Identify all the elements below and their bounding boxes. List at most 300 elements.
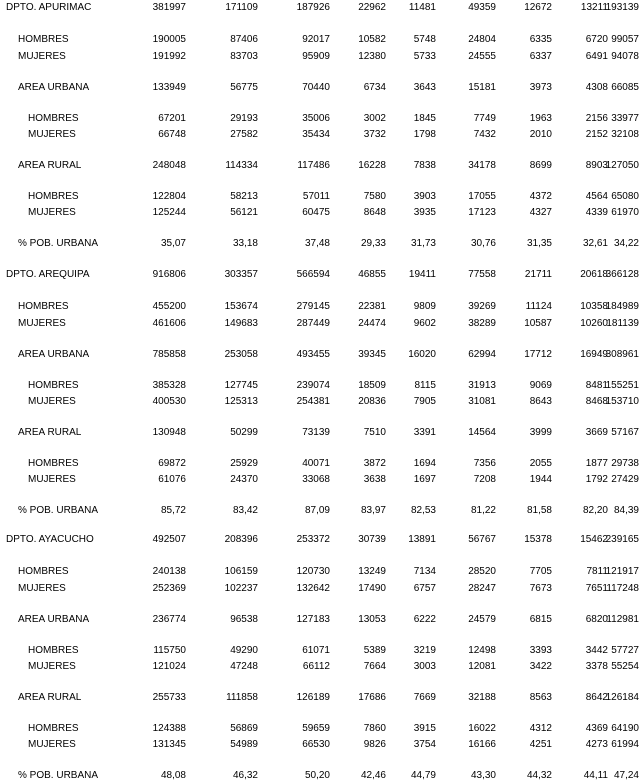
- rural-mujeres-row: [0, 474, 639, 488]
- table-cell: 381997: [152, 2, 186, 13]
- table-cell: 46855: [358, 269, 386, 280]
- table-cell: 155251: [605, 380, 639, 391]
- table-cell: 48,08: [160, 770, 186, 781]
- table-cell: 34,22: [613, 238, 639, 249]
- table-cell: 12672: [524, 2, 552, 13]
- table-cell: 5389: [363, 645, 386, 656]
- table-cell: 25929: [230, 458, 258, 469]
- table-cell: 32108: [611, 129, 639, 140]
- table-cell: 916806: [152, 269, 186, 280]
- table-cell: 44,32: [526, 770, 552, 781]
- table-cell: 16166: [468, 739, 496, 750]
- urbana-row: [0, 614, 639, 628]
- table-cell: 64190: [611, 723, 639, 734]
- table-cell: 7651: [585, 583, 608, 594]
- table-cell: 9069: [529, 380, 552, 391]
- table-cell: 153674: [224, 301, 258, 312]
- table-cell: 29193: [230, 113, 258, 124]
- table-cell: 13211: [580, 2, 608, 13]
- table-cell: 43,30: [470, 770, 496, 781]
- table-cell: 9826: [363, 739, 386, 750]
- table-cell: 39345: [358, 349, 386, 360]
- table-cell: 33,18: [232, 238, 258, 249]
- table-cell: 27582: [230, 129, 258, 140]
- table-cell: 5748: [413, 34, 436, 45]
- table-cell: 30739: [358, 534, 386, 545]
- row-label: HOMBRES: [28, 458, 79, 469]
- table-cell: 84,39: [613, 505, 639, 516]
- rural-row: [0, 160, 639, 174]
- table-cell: 61970: [611, 207, 639, 218]
- table-cell: 6337: [529, 51, 552, 62]
- table-cell: 19411: [408, 269, 436, 280]
- table-cell: 29,33: [360, 238, 386, 249]
- table-cell: 10260: [580, 318, 608, 329]
- table-cell: 122804: [152, 191, 186, 202]
- row-label: MUJERES: [28, 661, 76, 672]
- table-cell: 73139: [302, 427, 330, 438]
- table-cell: 3903: [413, 191, 436, 202]
- table-cell: 60475: [302, 207, 330, 218]
- table-cell: 7838: [413, 160, 436, 171]
- table-cell: 99057: [611, 34, 639, 45]
- table-cell: 2010: [529, 129, 552, 140]
- table-cell: 7510: [363, 427, 386, 438]
- table-cell: 3422: [529, 661, 552, 672]
- table-cell: 92017: [302, 34, 330, 45]
- table-cell: 17490: [358, 583, 386, 594]
- table-cell: 31,35: [526, 238, 552, 249]
- table-cell: 191992: [152, 51, 186, 62]
- table-cell: 102237: [224, 583, 258, 594]
- table-cell: 4372: [529, 191, 552, 202]
- table-cell: 254381: [296, 396, 330, 407]
- table-cell: 8642: [585, 692, 608, 703]
- table-cell: 455200: [152, 301, 186, 312]
- table-cell: 3002: [363, 113, 386, 124]
- table-cell: 29738: [611, 458, 639, 469]
- table-cell: 22962: [358, 2, 386, 13]
- table-cell: 117248: [606, 583, 639, 594]
- pct-row: [0, 505, 639, 519]
- table-cell: 34178: [468, 160, 496, 171]
- table-cell: 16020: [408, 349, 436, 360]
- table-cell: 47,24: [613, 770, 639, 781]
- table-cell: 30,76: [470, 238, 496, 249]
- table-cell: 239074: [296, 380, 330, 391]
- row-label: MUJERES: [18, 51, 66, 62]
- table-cell: 3669: [585, 427, 608, 438]
- table-cell: 126184: [605, 692, 639, 703]
- table-cell: 239165: [605, 534, 639, 545]
- table-cell: 7432: [473, 129, 496, 140]
- table-cell: 47248: [230, 661, 258, 672]
- table-cell: 33977: [611, 113, 639, 124]
- table-cell: 8903: [585, 160, 608, 171]
- table-cell: 255733: [152, 692, 186, 703]
- row-label: % POB. URBANA: [18, 505, 99, 516]
- table-cell: 10358: [580, 301, 608, 312]
- table-cell: 16228: [358, 160, 386, 171]
- urbana-hombres-row: [0, 645, 639, 659]
- table-cell: 83,42: [232, 505, 258, 516]
- table-cell: 3643: [413, 82, 436, 93]
- hombres-row: [0, 301, 639, 315]
- table-cell: 31081: [468, 396, 496, 407]
- table-cell: 3638: [363, 474, 386, 485]
- table-cell: 46,32: [232, 770, 258, 781]
- table-cell: 7669: [413, 692, 436, 703]
- table-cell: 385328: [152, 380, 186, 391]
- table-cell: 6734: [363, 82, 386, 93]
- table-cell: 4327: [529, 207, 552, 218]
- table-cell: 24804: [468, 34, 496, 45]
- table-cell: 184989: [605, 301, 639, 312]
- mujeres-row: [0, 583, 639, 597]
- table-cell: 8699: [529, 160, 552, 171]
- table-cell: 3754: [413, 739, 436, 750]
- row-label: HOMBRES: [18, 301, 69, 312]
- table-cell: 7356: [473, 458, 496, 469]
- table-cell: 12498: [468, 645, 496, 656]
- urbana-row: [0, 82, 639, 96]
- table-cell: 7580: [363, 191, 386, 202]
- urbana-mujeres-row: [0, 129, 639, 143]
- table-cell: 112981: [606, 614, 639, 625]
- table-cell: 126189: [296, 692, 330, 703]
- table-cell: 566594: [296, 269, 330, 280]
- table-cell: 133949: [152, 82, 186, 93]
- table-cell: 39269: [468, 301, 496, 312]
- table-cell: 190005: [152, 34, 186, 45]
- table-cell: 130948: [152, 427, 186, 438]
- table-cell: 3219: [413, 645, 436, 656]
- row-label: MUJERES: [18, 583, 66, 594]
- table-cell: 56869: [230, 723, 258, 734]
- table-cell: 44,11: [583, 770, 608, 781]
- table-cell: 57167: [611, 427, 639, 438]
- row-label: MUJERES: [28, 207, 76, 218]
- table-cell: 87,09: [304, 505, 330, 516]
- table-cell: 7664: [363, 661, 386, 672]
- rural-mujeres-row: [0, 207, 639, 221]
- table-cell: 17712: [524, 349, 552, 360]
- table-cell: 1697: [413, 474, 436, 485]
- table-cell: 236774: [152, 614, 186, 625]
- table-cell: 114334: [225, 160, 258, 171]
- table-cell: 50299: [230, 427, 258, 438]
- table-cell: 11481: [408, 2, 436, 13]
- table-cell: 55254: [611, 661, 639, 672]
- table-cell: 94078: [611, 51, 639, 62]
- department-total-row: [0, 2, 639, 16]
- table-cell: 3391: [413, 427, 436, 438]
- table-cell: 2156: [585, 113, 608, 124]
- table-cell: 3935: [413, 207, 436, 218]
- table-cell: 35006: [302, 113, 330, 124]
- row-label: HOMBRES: [18, 566, 69, 577]
- table-cell: 82,53: [410, 505, 436, 516]
- table-cell: 106159: [224, 566, 258, 577]
- table-cell: 35434: [302, 129, 330, 140]
- table-cell: 4308: [585, 82, 608, 93]
- table-cell: 308961: [605, 349, 639, 360]
- table-cell: 15378: [524, 534, 552, 545]
- table-cell: 28520: [468, 566, 496, 577]
- urbana-hombres-row: [0, 113, 639, 127]
- table-cell: 66112: [302, 661, 330, 672]
- table-cell: 2152: [585, 129, 608, 140]
- table-cell: 8481: [585, 380, 608, 391]
- table-cell: 125313: [224, 396, 258, 407]
- table-cell: 66085: [611, 82, 639, 93]
- table-cell: 366128: [605, 269, 639, 280]
- table-cell: 13053: [358, 614, 386, 625]
- table-cell: 208396: [224, 534, 258, 545]
- table-cell: 66530: [302, 739, 330, 750]
- department-total-row: [0, 534, 639, 548]
- table-cell: 240138: [152, 566, 186, 577]
- row-label: AREA RURAL: [18, 160, 82, 171]
- table-cell: 111858: [226, 692, 258, 703]
- table-cell: 13249: [358, 566, 386, 577]
- table-cell: 9809: [413, 301, 436, 312]
- table-cell: 1792: [585, 474, 608, 485]
- table-cell: 42,46: [360, 770, 386, 781]
- table-cell: 131345: [152, 739, 186, 750]
- rural-hombres-row: [0, 191, 639, 205]
- table-cell: 2055: [529, 458, 552, 469]
- table-cell: 32188: [468, 692, 496, 703]
- table-cell: 4251: [529, 739, 552, 750]
- table-cell: 461606: [152, 318, 186, 329]
- table-cell: 1877: [585, 458, 608, 469]
- rural-hombres-row: [0, 723, 639, 737]
- table-cell: 10582: [358, 34, 386, 45]
- table-cell: 70440: [302, 82, 330, 93]
- rural-row: [0, 692, 639, 706]
- table-cell: 56775: [230, 82, 258, 93]
- table-cell: 61071: [302, 645, 330, 656]
- table-cell: 1944: [529, 474, 552, 485]
- table-cell: 7860: [363, 723, 386, 734]
- row-label: % POB. URBANA: [18, 238, 99, 249]
- table-cell: 67201: [158, 113, 186, 124]
- urbana-mujeres-row: [0, 661, 639, 675]
- table-cell: 85,72: [160, 505, 186, 516]
- table-cell: 21711: [524, 269, 552, 280]
- table-cell: 15462: [580, 534, 608, 545]
- urbana-row: [0, 349, 639, 363]
- department-name: DPTO. APURIMAC: [6, 2, 92, 13]
- table-cell: 66748: [158, 129, 186, 140]
- table-cell: 3915: [413, 723, 436, 734]
- table-cell: 3872: [363, 458, 386, 469]
- table-cell: 193139: [605, 2, 639, 13]
- rural-mujeres-row: [0, 739, 639, 753]
- table-cell: 149683: [224, 318, 258, 329]
- table-cell: 3973: [529, 82, 552, 93]
- table-cell: 127183: [296, 614, 330, 625]
- row-label: AREA RURAL: [18, 427, 82, 438]
- table-cell: 35,07: [160, 238, 186, 249]
- row-label: MUJERES: [28, 129, 76, 140]
- hombres-row: [0, 34, 639, 48]
- table-cell: 8563: [529, 692, 552, 703]
- table-cell: 120730: [296, 566, 330, 577]
- table-cell: 6815: [529, 614, 552, 625]
- hombres-row: [0, 566, 639, 580]
- mujeres-row: [0, 51, 639, 65]
- row-label: HOMBRES: [28, 723, 79, 734]
- table-cell: 12380: [358, 51, 386, 62]
- table-cell: 6820: [585, 614, 608, 625]
- table-cell: 56767: [468, 534, 496, 545]
- table-cell: 57727: [611, 645, 639, 656]
- row-label: HOMBRES: [28, 645, 79, 656]
- table-cell: 3442: [585, 645, 608, 656]
- row-label: AREA RURAL: [18, 692, 82, 703]
- urbana-hombres-row: [0, 380, 639, 394]
- table-cell: 7749: [473, 113, 496, 124]
- table-cell: 15181: [468, 82, 496, 93]
- table-cell: 1845: [413, 113, 436, 124]
- table-cell: 28247: [468, 583, 496, 594]
- row-label: AREA URBANA: [18, 349, 90, 360]
- table-cell: 3999: [529, 427, 552, 438]
- table-cell: 50,20: [304, 770, 330, 781]
- table-cell: 24370: [230, 474, 258, 485]
- table-cell: 6720: [585, 34, 608, 45]
- table-cell: 115750: [153, 645, 186, 656]
- table-cell: 16949: [580, 349, 608, 360]
- table-cell: 8468: [585, 396, 608, 407]
- table-cell: 14564: [468, 427, 496, 438]
- table-cell: 187926: [296, 2, 330, 13]
- table-cell: 252369: [152, 583, 186, 594]
- urbana-mujeres-row: [0, 396, 639, 410]
- table-cell: 96538: [230, 614, 258, 625]
- table-cell: 38289: [468, 318, 496, 329]
- row-label: MUJERES: [18, 318, 66, 329]
- table-cell: 81,22: [470, 505, 496, 516]
- table-cell: 17686: [358, 692, 386, 703]
- row-label: MUJERES: [28, 474, 76, 485]
- table-cell: 61994: [611, 739, 639, 750]
- rural-hombres-row: [0, 458, 639, 472]
- table-cell: 127050: [605, 160, 639, 171]
- table-cell: 493455: [296, 349, 330, 360]
- table-cell: 9602: [413, 318, 436, 329]
- table-cell: 11124: [525, 301, 552, 312]
- table-cell: 492507: [152, 534, 186, 545]
- table-cell: 3732: [363, 129, 386, 140]
- table-cell: 287449: [296, 318, 330, 329]
- table-cell: 83703: [230, 51, 258, 62]
- table-cell: 181139: [606, 318, 639, 329]
- table-cell: 77558: [468, 269, 496, 280]
- table-cell: 44,79: [410, 770, 436, 781]
- table-cell: 121024: [152, 661, 186, 672]
- table-cell: 4312: [529, 723, 552, 734]
- table-cell: 31913: [468, 380, 496, 391]
- table-cell: 17123: [468, 207, 496, 218]
- table-cell: 59659: [302, 723, 330, 734]
- mujeres-row: [0, 318, 639, 332]
- table-cell: 5733: [413, 51, 436, 62]
- table-cell: 4273: [585, 739, 608, 750]
- table-cell: 24579: [468, 614, 496, 625]
- table-cell: 400530: [152, 396, 186, 407]
- table-cell: 33068: [302, 474, 330, 485]
- table-cell: 8643: [529, 396, 552, 407]
- table-cell: 49290: [230, 645, 258, 656]
- table-cell: 54989: [230, 739, 258, 750]
- table-cell: 121917: [605, 566, 639, 577]
- table-cell: 24555: [468, 51, 496, 62]
- table-cell: 3378: [585, 661, 608, 672]
- table-cell: 6491: [585, 51, 608, 62]
- row-label: MUJERES: [28, 739, 76, 750]
- table-cell: 16022: [468, 723, 496, 734]
- table-cell: 65080: [611, 191, 639, 202]
- row-label: HOMBRES: [18, 34, 69, 45]
- table-cell: 125244: [152, 207, 186, 218]
- row-label: MUJERES: [28, 396, 76, 407]
- table-cell: 171109: [225, 2, 258, 13]
- table-cell: 7673: [529, 583, 552, 594]
- table-cell: 12081: [468, 661, 496, 672]
- table-cell: 49359: [468, 2, 496, 13]
- table-cell: 4369: [585, 723, 608, 734]
- table-cell: 8115: [414, 380, 436, 391]
- table-cell: 27429: [611, 474, 639, 485]
- table-cell: 4564: [585, 191, 608, 202]
- table-cell: 132642: [296, 583, 330, 594]
- table-cell: 8648: [363, 207, 386, 218]
- table-cell: 1798: [413, 129, 436, 140]
- table-cell: 6222: [413, 614, 436, 625]
- table-cell: 7705: [529, 566, 552, 577]
- table-cell: 153710: [605, 396, 639, 407]
- table-cell: 7208: [473, 474, 496, 485]
- table-cell: 7134: [413, 566, 436, 577]
- row-label: AREA URBANA: [18, 82, 90, 93]
- rural-row: [0, 427, 639, 441]
- table-cell: 4339: [585, 207, 608, 218]
- table-cell: 31,73: [410, 238, 436, 249]
- table-cell: 253372: [296, 534, 330, 545]
- department-total-row: [0, 269, 639, 283]
- row-label: % POB. URBANA: [18, 770, 99, 781]
- table-cell: 7811: [586, 566, 608, 577]
- table-cell: 37,48: [304, 238, 330, 249]
- row-label: AREA URBANA: [18, 614, 90, 625]
- table-cell: 127745: [224, 380, 258, 391]
- table-cell: 57011: [302, 191, 330, 202]
- table-cell: 3393: [529, 645, 552, 656]
- table-cell: 6757: [413, 583, 436, 594]
- row-label: HOMBRES: [28, 380, 79, 391]
- table-cell: 10587: [524, 318, 552, 329]
- table-cell: 17055: [468, 191, 496, 202]
- table-cell: 56121: [230, 207, 258, 218]
- table-cell: 82,20: [582, 505, 608, 516]
- table-cell: 303357: [224, 269, 258, 280]
- table-cell: 3003: [413, 661, 436, 672]
- pct-row: [0, 238, 639, 252]
- table-cell: 40071: [302, 458, 330, 469]
